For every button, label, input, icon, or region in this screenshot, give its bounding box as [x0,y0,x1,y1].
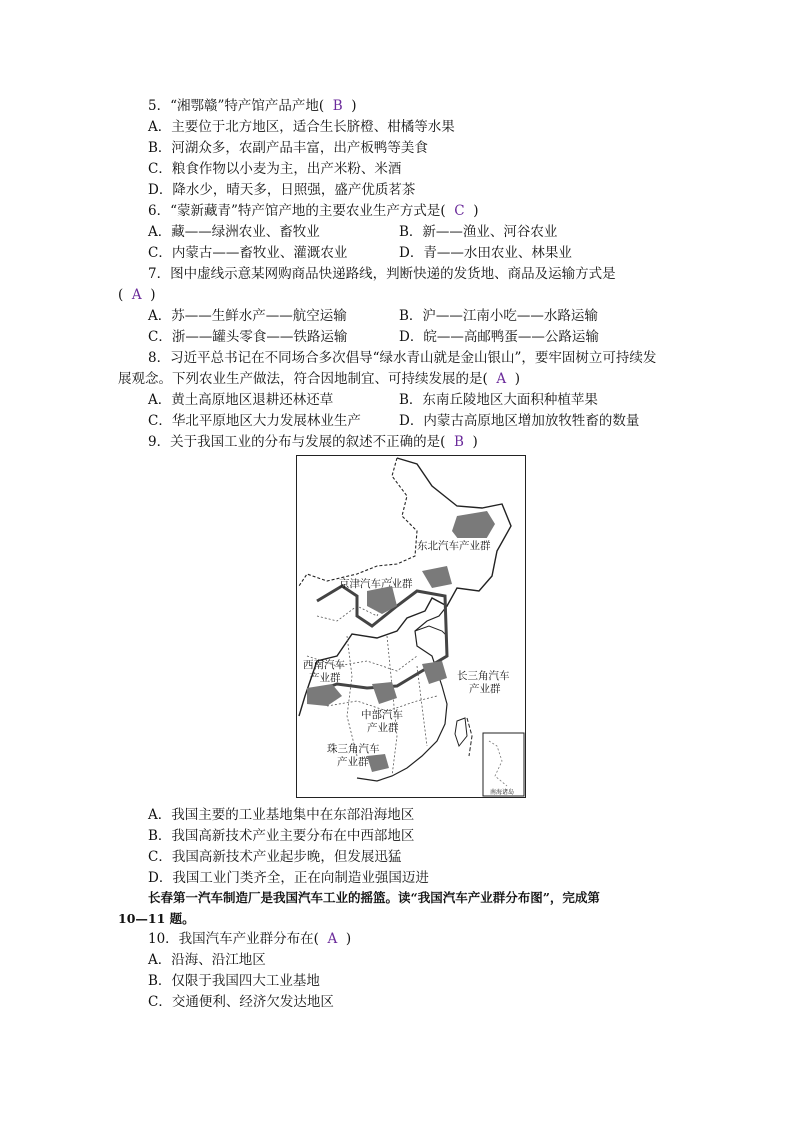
q8-stem-line2: 展观念。下列农业生产做法，符合因地制宜、可持续发展的是( A ) [118,371,520,387]
label-inset: 南海诸岛 [490,789,515,796]
q10-option-a: A．沿海、沿江地区 [148,952,266,968]
automobile-industry-cluster-map [296,455,526,798]
q7-stem: 7．图中虚线示意某网购商品快递路线，判断快递的发货地、商品及运输方式是 [148,266,616,282]
q6-option-a: A．藏——绿洲农业、畜牧业 [148,224,320,240]
q5-option-d: D．降水少，晴天多，日照强，盛产优质茗茶 [148,182,416,198]
q7-option-c: C．浙——罐头零食——铁路运输 [148,329,348,345]
q7-option-b: B．沪——江南小吃——水路运输 [399,308,598,324]
label-yangtze-1: 长三角汽车 [457,670,510,682]
q5-stem: 5．“湘鄂赣”特产馆产品产地( B ) [148,98,357,114]
label-central-2: 产业群 [367,722,399,734]
q10-answer: A [327,931,338,947]
q8-stem-line1: 8．习近平总书记在不同场合多次倡导“绿水青山就是金山银山”，要牢固树立可持续发 [148,350,657,366]
label-pearl-2: 产业群 [337,756,369,768]
cluster-yangtze-shape [422,661,447,684]
q10-option-c: C．交通便利、经济欠发达地区 [148,994,334,1010]
q5-option-b: B．河湖众多，农副产品丰富，出产板鸭等美食 [148,140,428,156]
q6-option-c: C．内蒙古——畜牧业、灌溉农业 [148,245,348,261]
q9-option-d: D．我国工业门类齐全，正在向制造业强国迈进 [148,870,429,886]
q9-option-b: B．我国高新技术产业主要分布在中西部地区 [148,828,415,844]
label-pearl-1: 珠三角汽车 [327,743,380,755]
q8-option-a: A．黄土高原地区退耕还林还草 [148,392,334,408]
taiwan-island [455,718,467,746]
cluster-jingjin-ext-shape [422,566,452,588]
q10-option-b: B．仅限于我国四大工业基地 [148,973,320,989]
label-northeast: 东北汽车产业群 [417,540,491,552]
q8-answer: A [496,371,507,387]
label-central-1: 中部汽车 [361,709,403,721]
q8-option-c: C．华北平原地区大力发展林业生产 [148,413,361,429]
cluster-southwest-shape [307,684,342,706]
label-yangtze-2: 产业群 [469,683,501,695]
passage-line1: 长春第一汽车制造厂是我国汽车工业的摇篮。读“我国汽车产业群分布图”，完成第 [148,890,600,905]
q9-option-a: A．我国主要的工业基地集中在东部沿海地区 [148,807,415,823]
q7-answer: A [131,287,142,303]
q5-option-c: C．粮食作物以小麦为主，出产米粉、米酒 [148,161,402,177]
q6-option-d: D．青——水田农业、林果业 [399,245,572,261]
q8-option-d: D．内蒙古高原地区增加放牧牲畜的数量 [399,413,640,429]
q10-stem: 10．我国汽车产业群分布在( A ) [148,931,352,947]
q9-stem: 9．关于我国工业的分布与发展的叙述不正确的是( B ) [148,434,478,450]
q7-option-a: A．苏——生鲜水产——航空运输 [148,308,347,324]
cluster-pearl-shape [367,754,389,772]
label-southwest-1: 西南汽车 [303,659,345,671]
q5-answer: B [332,98,343,114]
passage-line2: 10—11 题。 [118,911,195,926]
q8-option-b: B．东南丘陵地区大面积种植苹果 [399,392,598,408]
q9-answer: B [453,434,464,450]
q6-answer: C [454,203,465,219]
q6-stem: 6．“蒙新藏青”特产馆产地的主要农业生产方式是( C ) [148,203,479,219]
label-southwest-2: 产业群 [309,672,341,684]
label-jingjin: 京津汽车产业群 [339,578,413,590]
q9-option-c: C．我国高新技术产业起步晚，但发展迅猛 [148,849,402,865]
q5-option-a: A．主要位于北方地区，适合生长脐橙、柑橘等水果 [148,119,455,135]
q6-option-b: B．新——渔业、河谷农业 [399,224,558,240]
q7-answer-line: ( A ) [118,287,156,303]
q7-option-d: D．皖——高邮鸭蛋——公路运输 [399,329,599,345]
